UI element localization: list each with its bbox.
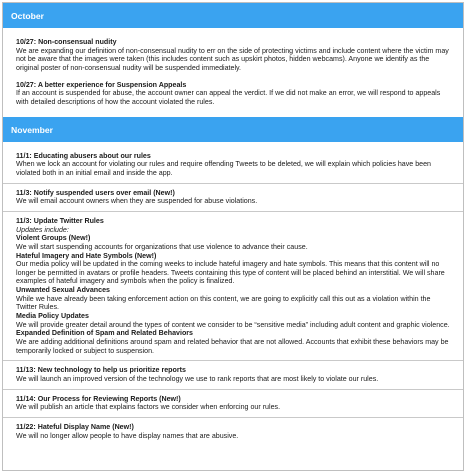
rule-item-title: Hateful Imagery and Hate Symbols (New!) (16, 251, 157, 260)
october-content (3, 28, 463, 107)
rule-item-body: Our media policy will be updated in the coming weeks to include hateful imagery and hate symbols. This means that this content will no longer be permitted in avatars or profile headers. Tweets containing this type of content will be placed behind an interstitial. We will share examples of hateful imagery and symbols when the policy is finalized. (16, 260, 445, 286)
entry-notify-suspended-users (16, 189, 453, 206)
section-heading: November (11, 124, 54, 135)
entry-body: We will no longer allow people to have display names that are abusive. (16, 431, 239, 440)
rule-item-violent-groups (16, 234, 453, 251)
entry-title: 10/27: Non-consensual nudity (16, 38, 117, 46)
entry-reviewing-reports (16, 395, 453, 412)
entry-title: 11/22: Hateful Display Name (New!) (16, 423, 134, 431)
entry-subtitle: Updates include: (16, 225, 69, 234)
section-heading: October (11, 11, 44, 21)
entry-title: 11/14: Our Process for Reviewing Reports (New!) (16, 394, 181, 403)
rule-item-body: We will provide greater detail around the types of content we consider to be “sensitive media” including adult content and graphic violence. (16, 320, 450, 329)
section-header-november (3, 117, 463, 142)
section-header-october (3, 3, 463, 28)
entry-body: We will publish an article that explains factors we consider when enforcing our rules. (16, 403, 281, 412)
rule-item-title: Media Policy Updates (16, 312, 89, 321)
entry-body: When we lock an account for violating our rules and require offending Tweets to be deleted, we will explain which policies have been violated both in an initial email and inside the app. (16, 160, 431, 177)
entry-title: 11/3: Notify suspended users over email (New!) (16, 188, 175, 197)
entry-update-twitter-rules (16, 217, 453, 356)
rule-item-title: Expanded Definition of Spam and Related Behaviors (16, 329, 193, 338)
rule-item-hateful-imagery (16, 252, 453, 287)
entry-educating-abusers (16, 152, 453, 178)
rules-update-document (2, 2, 464, 471)
rule-item-spam-definition (16, 329, 453, 355)
rule-item-unwanted-sexual-advances (16, 286, 453, 312)
entry-body: We will email account owners when they are suspended for abuse violations. (16, 197, 258, 206)
entry-suspension-appeals (16, 81, 453, 107)
entry-title: 10/27: A better experience for Suspension Appeals (16, 80, 187, 89)
entry-title: 11/13: New technology to help us prioritize reports (16, 366, 186, 375)
entry-body: We are expanding our definition of non-consensual nudity to err on the side of protecting victims and include content where the victim may not be aware that the images were taken (this includes content such as upskirt photos, hidden webcams). Anyone we identify as the original poster of non-consensual nudity will be suspended immediately. (16, 46, 449, 72)
entry-body: If an account is suspended for abuse, the account owner can appeal the verdict. If we did not make an error, we will respond to appeals with detailed descriptions of how the account violated the rules. (16, 89, 441, 106)
entry-new-technology (16, 366, 453, 383)
rule-item-body: We will start suspending accounts for organizations that use violence to advance their cause. (16, 242, 308, 251)
entry-hateful-display-name (16, 423, 453, 440)
entry-title: 11/1: Educating abusers about our rules (16, 151, 151, 160)
entry-body: We will launch an improved version of the technology we use to rank reports that are most likely to violate our rules. (16, 375, 379, 384)
november-content (3, 142, 463, 441)
entry-title: 11/3: Update Twitter Rules (16, 216, 104, 225)
rule-item-body: We are adding additional definitions around spam and related behavior that are not allowed. Accounts that exhibit these behaviors may be temporarily locked or subject to suspension. (16, 338, 449, 355)
entry-non-consensual-nudity (16, 38, 453, 73)
rule-item-body: While we have already been taking enforcement action on this content, we are going to explicitly call this out as a violation within the Twitter Rules. (16, 294, 431, 312)
rule-item-title: Violent Groups (New!) (16, 234, 91, 243)
rule-item-title: Unwanted Sexual Advances (16, 286, 110, 295)
rule-item-media-policy (16, 312, 453, 329)
